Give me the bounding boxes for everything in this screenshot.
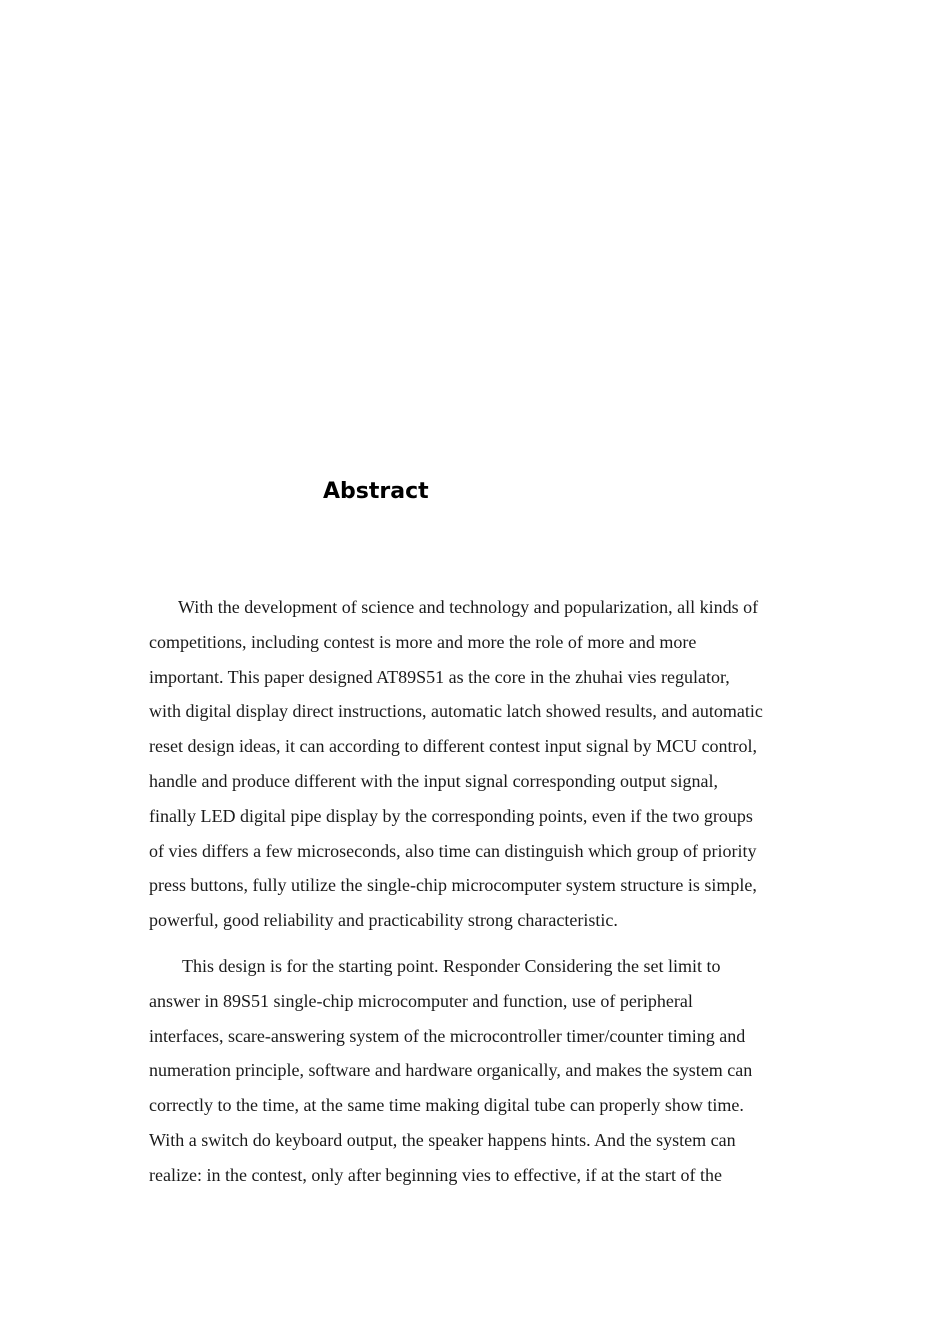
paragraph-line: realize: in the contest, only after beginning vies to effective, if at the start of the: [149, 1164, 722, 1185]
paragraph-line: finally LED digital pipe display by the corresponding points, even if the two groups: [149, 805, 753, 826]
abstract-paragraph-1: [149, 590, 805, 938]
paragraph-line: with digital display direct instructions, automatic latch showed results, and automatic: [149, 701, 763, 722]
paragraph-line: press buttons, fully utilize the single-chip microcomputer system structure is simple,: [149, 875, 757, 896]
paragraph-line: powerful, good reliability and practicability strong characteristic.: [149, 910, 618, 931]
paragraph-line: interfaces, scare-answering system of the microcontroller timer/counter timing and: [149, 1025, 746, 1046]
abstract-title: Abstract: [323, 479, 429, 504]
paragraph-line: reset design ideas, it can according to different contest input signal by MCU control,: [149, 736, 758, 757]
paragraph-line: correctly to the time, at the same time making digital tube can properly show time.: [149, 1095, 744, 1116]
paragraph-line: With the development of science and technology and popularization, all kinds of: [178, 597, 759, 617]
paragraph-line: important. This paper designed AT89S51 as the core in the zhuhai vies regulator,: [149, 666, 730, 687]
paragraph-line: competitions, including contest is more and more the role of more and more: [149, 631, 697, 652]
paragraph-line: numeration principle, software and hardware organically, and makes the system can: [149, 1060, 753, 1081]
paragraph-line: of vies differs a few microseconds, also time can distinguish which group of priority: [149, 840, 757, 861]
paragraph-line: This design is for the starting point. Responder Considering the set limit to: [182, 956, 721, 976]
paragraph-line: answer in 89S51 single-chip microcomputer and function, use of peripheral: [149, 990, 693, 1011]
abstract-paragraph-2: [149, 949, 805, 1193]
paragraph-line: handle and produce different with the input signal corresponding output signal,: [149, 770, 719, 791]
paragraph-line: With a switch do keyboard output, the speaker happens hints. And the system can: [149, 1129, 736, 1150]
